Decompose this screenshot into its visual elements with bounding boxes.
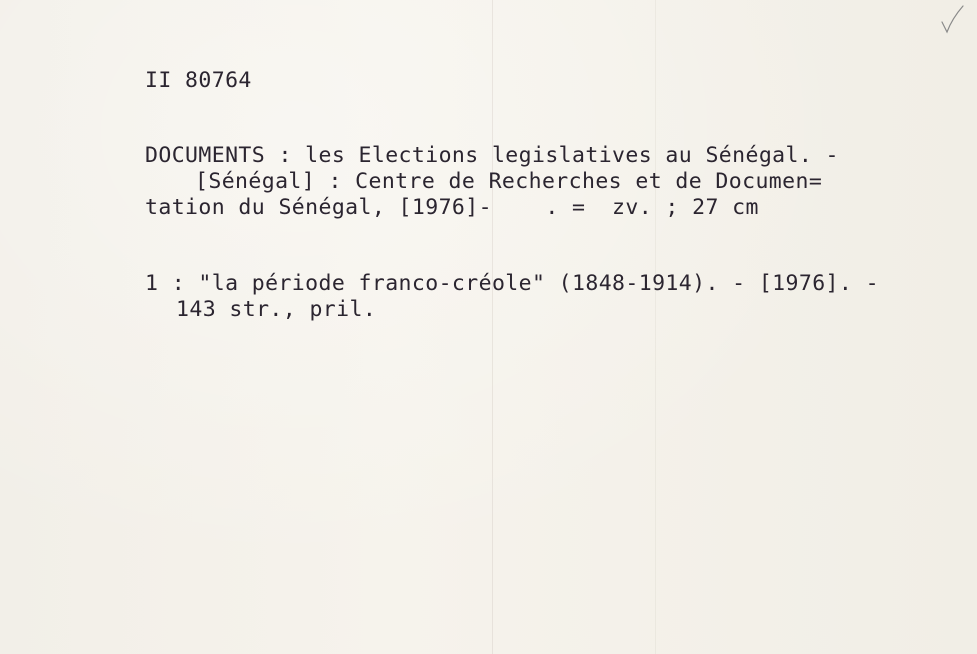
call-number: II 80764 <box>145 68 252 93</box>
main-entry-line-2: [Sénégal] : Centre de Recherches et de Documen= <box>195 169 823 194</box>
check-mark-icon <box>938 4 966 38</box>
volume-entry-line-2: 143 str., pril. <box>176 297 377 322</box>
card-crease <box>492 0 493 654</box>
main-entry-line-3: tation du Sénégal, [1976]- . = zv. ; 27 cm <box>145 195 759 220</box>
volume-entry-line-1: 1 : "la période franco-créole" (1848-1914). - [1976]. - <box>145 271 879 296</box>
card-crease <box>655 0 656 654</box>
main-entry-line-1: DOCUMENTS : les Elections legislatives au Sénégal. - <box>145 143 839 168</box>
